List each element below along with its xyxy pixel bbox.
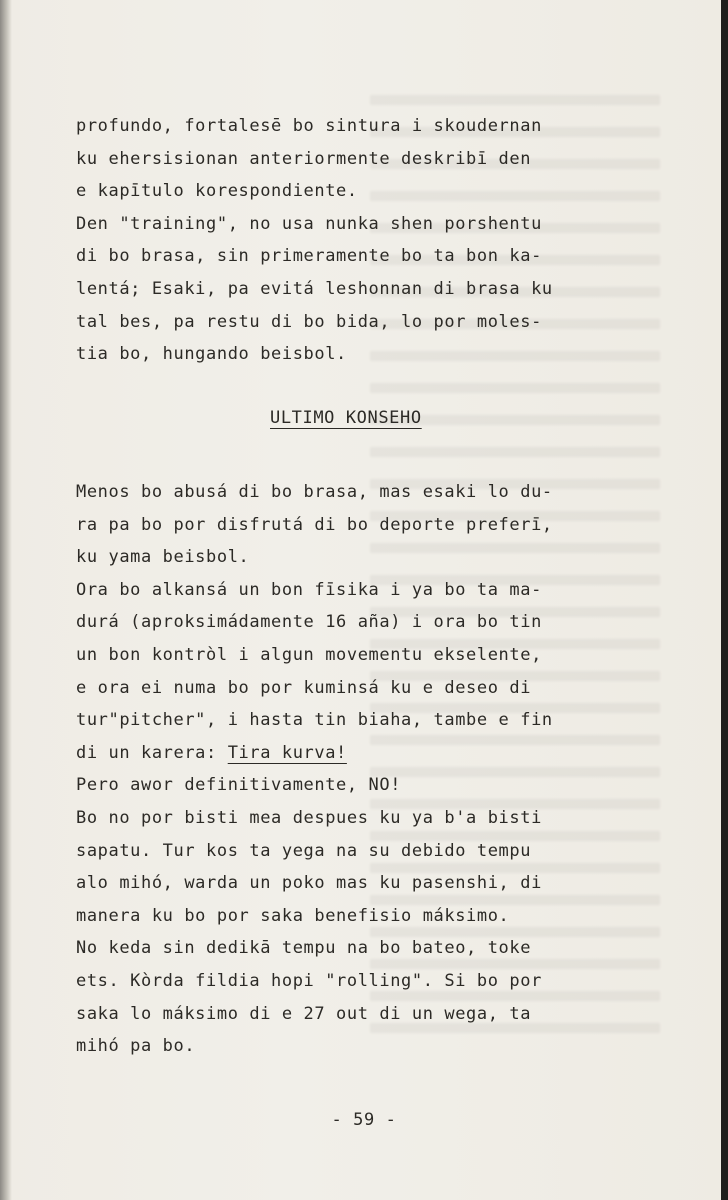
text-line: alo mihó, warda un poko mas ku pasenshi, di bbox=[76, 873, 542, 894]
text-line: un bon kontròl i algun movementu ekselente, bbox=[76, 644, 542, 665]
text-line: lentá; Esaki, pa evitá leshonnan di brasa ku bbox=[76, 278, 553, 299]
text-line: durá (aproksimádamente 16 aña) i ora bo tin bbox=[76, 612, 542, 633]
page-edge bbox=[721, 0, 728, 1200]
text-line: Bo no por bisti mea despues ku ya b'a bisti bbox=[76, 807, 542, 828]
text-line: profundo, fortalesē bo sintura i skoudernan bbox=[76, 116, 542, 136]
text-line: e ora ei numa bo por kuminsá ku e deseo di bbox=[76, 677, 532, 698]
body-text bbox=[76, 110, 656, 371]
text-line: sapatu. Tur kos ta yega na su debido tempu bbox=[76, 840, 532, 861]
section-heading: ULTIMO KONSEHO bbox=[270, 408, 422, 428]
underlined-phrase: Tira kurva! bbox=[227, 742, 347, 763]
page-gutter-shadow bbox=[0, 0, 12, 1200]
body-text-2 bbox=[76, 476, 656, 1063]
text-fragment: di un karera: bbox=[76, 742, 228, 763]
text-line: ets. Kòrda fildia hopi "rolling". Si bo por bbox=[76, 970, 542, 991]
text-line: saka lo máksimo di e 27 out di un wega, ta bbox=[76, 1003, 532, 1024]
text-line: manera ku bo por saka benefisio máksimo. bbox=[76, 905, 510, 926]
text-line: ku yama beisbol. bbox=[76, 547, 250, 568]
text-line bbox=[76, 737, 656, 770]
text-line: di bo brasa, sin primeramente bo ta bon ka- bbox=[76, 246, 542, 267]
text-line: Ora bo alkansá un bon fīsika i ya bo ta ma- bbox=[76, 579, 542, 600]
text-line: No keda sin dedikā tempu na bo bateo, toke bbox=[76, 938, 532, 959]
page-number: - 59 - bbox=[331, 1110, 397, 1130]
text-line: ku ehersisionan anteriormente deskribī den bbox=[76, 148, 532, 169]
text-line: e kapītulo korespondiente. bbox=[76, 181, 358, 202]
text-line: tia bo, hungando beisbol. bbox=[76, 344, 347, 365]
text-line: tal bes, pa restu di bo bida, lo por moles- bbox=[76, 311, 542, 332]
text-line: ra pa bo por disfrutá di bo deporte preferī, bbox=[76, 514, 553, 535]
text-line: Menos bo abusá di bo brasa, mas esaki lo du- bbox=[76, 482, 553, 502]
text-line: tur"pitcher", i hasta tin biaha, tambe e fin bbox=[76, 710, 553, 731]
text-line: Den "training", no usa nunka shen porshentu bbox=[76, 213, 542, 234]
text-line: Pero awor definitivamente, NO! bbox=[76, 775, 402, 796]
text-line: mihó pa bo. bbox=[76, 1036, 196, 1057]
